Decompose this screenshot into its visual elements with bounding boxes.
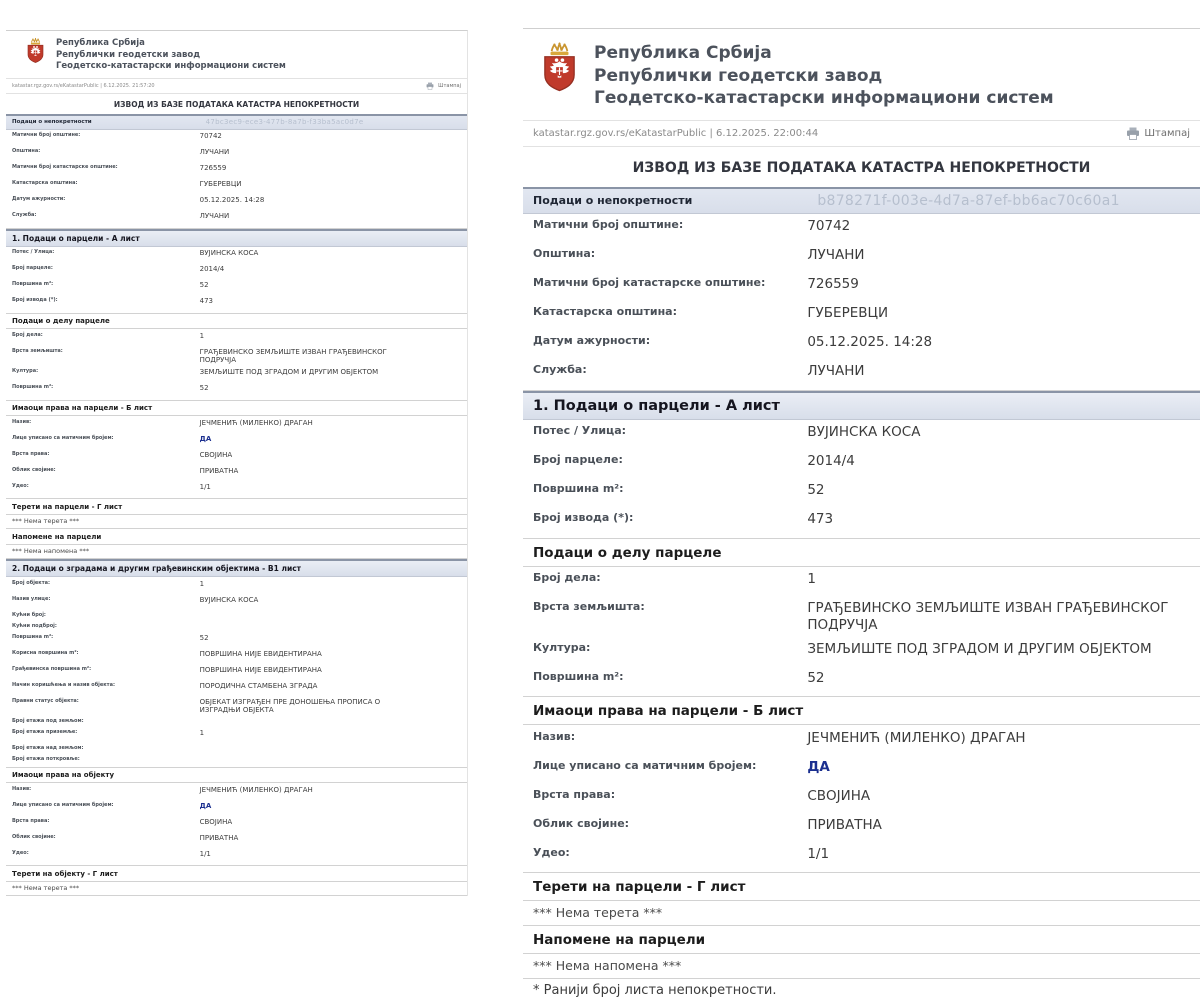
field-label: Потес / Улица: xyxy=(12,249,55,255)
field-row xyxy=(6,832,467,848)
url-status-bar xyxy=(523,120,1200,147)
field-row xyxy=(523,726,1200,755)
field-label: Правни статус објекта: xyxy=(12,697,79,704)
print-label: Штампај xyxy=(1144,127,1190,139)
field-label: Удео: xyxy=(12,482,29,489)
section-subheader: Подаци о делу парцеле xyxy=(6,314,467,330)
field-row xyxy=(6,179,467,195)
field-row xyxy=(6,621,467,632)
org-name-line: Геодетско-катастарски информациони систем xyxy=(56,61,286,71)
serbia-coat-of-arms-icon xyxy=(24,37,47,65)
field-label: Површина m²: xyxy=(12,281,54,287)
field-label: Број објекта: xyxy=(12,579,50,586)
field-label: Број дела: xyxy=(12,331,43,338)
field-row xyxy=(6,248,467,264)
field-value: ДА xyxy=(199,434,212,443)
field-label: Лице уписано са матичним бројем: xyxy=(12,434,114,441)
field-value: СВОЈИНА xyxy=(807,787,871,804)
field-label: Број етажа над земљом: xyxy=(12,745,84,751)
field-value: ОБЈЕКАТ ИЗГРАЂЕН ПРЕ ДОНОШЕЊА ПРОПИСА О ИЗГРАДЊИ ОБЈЕКТА xyxy=(199,697,381,715)
empty-note: *** Нема терета *** xyxy=(6,882,467,897)
field-label: Назив улице: xyxy=(12,595,51,602)
field-value: ЛУЧАНИ xyxy=(199,148,230,156)
field-rows-group xyxy=(523,214,1200,391)
field-row xyxy=(6,346,467,367)
field-label: Назив: xyxy=(12,785,32,792)
field-row xyxy=(523,273,1200,302)
field-row xyxy=(6,610,467,621)
field-row xyxy=(6,680,467,696)
serbia-coat-of-arms-icon xyxy=(537,41,582,95)
field-row xyxy=(6,417,467,433)
field-rows-group xyxy=(6,130,467,229)
section-band: 2. Подаци о зградама и другим грађевинским објектима - В1 лист xyxy=(6,559,467,577)
field-row xyxy=(6,578,467,594)
field-label: Врста права: xyxy=(12,450,50,457)
address-and-timestamp: katastar.rgz.gov.rs/eKatastarPublic | 6.12.2025. 22:00:44 xyxy=(533,127,819,139)
org-name-line: Геодетско-катастарски информациони систем xyxy=(594,88,1054,108)
field-label: Врста земљишта: xyxy=(12,347,63,354)
field-row xyxy=(523,331,1200,360)
field-value: ЈЕЧМЕНИЋ (МИЛЕНКО) ДРАГАН xyxy=(199,418,313,427)
field-label: Потес / Улица: xyxy=(533,424,627,437)
footnote: * Ранији број листа непокретности. xyxy=(533,983,777,999)
field-label: Број парцеле: xyxy=(533,453,623,466)
field-row xyxy=(523,302,1200,331)
field-row xyxy=(6,163,467,179)
field-label: Матични број катастарске општине: xyxy=(533,276,766,289)
field-row xyxy=(523,508,1200,537)
field-value: СВОЈИНА xyxy=(199,450,233,459)
property-id-label: Подаци о непокретности xyxy=(533,194,693,207)
field-label: Матични број катастарске општине: xyxy=(12,164,118,170)
field-row xyxy=(523,813,1200,842)
field-row xyxy=(6,433,467,449)
field-value: ЗЕМЉИШТЕ ПОД ЗГРАДОМ И ДРУГИМ ОБЈЕКТОМ xyxy=(199,368,379,376)
cadastre-extract-page-right xyxy=(523,28,1200,1003)
field-row xyxy=(6,147,467,163)
org-name-block xyxy=(56,37,286,73)
field-rows-group xyxy=(6,577,467,768)
field-value: 1/1 xyxy=(807,845,830,862)
field-label: Облик својине: xyxy=(533,816,630,830)
field-label: Назив: xyxy=(533,729,576,743)
field-value: ГРАЂЕВИНСКО ЗЕМЉИШТЕ ИЗВАН ГРАЂЕВИНСКОГ ПОДРУЧЈА xyxy=(199,347,387,365)
field-row xyxy=(6,131,467,147)
field-value: ПОВРШИНА НИЈЕ ЕВИДЕНТИРАНА xyxy=(199,665,322,674)
field-label: Назив: xyxy=(12,418,32,425)
field-value: ГРАЂЕВИНСКО ЗЕМЉИШТЕ ИЗВАН ГРАЂЕВИНСКОГ ПОДРУЧЈА xyxy=(807,600,1169,633)
field-label: Грађевинска површина m²: xyxy=(12,665,92,672)
field-value: ДА xyxy=(807,758,830,775)
field-label: Облик својине: xyxy=(12,833,56,840)
field-value: 726559 xyxy=(199,164,227,172)
address-and-timestamp: katastar.rgz.gov.rs/eKatastarPublic | 6.12.2025. 21:57:20 xyxy=(12,82,155,89)
section-band: 1. Подаци о парцели - А лист xyxy=(523,391,1200,420)
field-label: Матични број општине: xyxy=(12,132,81,138)
section-subheader: Подаци о делу парцеле xyxy=(523,539,1200,567)
section-subheader: Напомене на парцели xyxy=(523,926,1200,954)
field-value: 52 xyxy=(199,281,209,289)
field-label: Број дела: xyxy=(533,571,601,584)
field-value: ПОВРШИНА НИЈЕ ЕВИДЕНТИРАНА xyxy=(199,649,322,658)
field-row xyxy=(523,842,1200,871)
org-name-line: Република Србија xyxy=(56,38,145,48)
org-name-line: Републички геодетски завод xyxy=(56,49,201,60)
field-value: ЈЕЧМЕНИЋ (МИЛЕНКО) ДРАГАН xyxy=(199,785,313,794)
field-value: 05.12.2025. 14:28 xyxy=(199,196,265,204)
field-value: 1/1 xyxy=(199,849,211,858)
field-row xyxy=(6,211,467,227)
field-value: СВОЈИНА xyxy=(199,817,233,826)
field-label: Кућни број: xyxy=(12,611,46,618)
field-label: Катастарска општина: xyxy=(533,305,677,318)
field-row xyxy=(6,449,467,465)
field-label: Удео: xyxy=(12,849,29,856)
field-row xyxy=(523,666,1200,695)
field-value: 52 xyxy=(199,633,209,642)
field-row xyxy=(6,664,467,680)
field-label: Лице уписано са матичним бројем: xyxy=(12,801,114,808)
field-row xyxy=(6,296,467,312)
section-subheader: Имаоци права на парцели - Б лист xyxy=(523,697,1200,725)
document-header xyxy=(523,29,1200,120)
field-row xyxy=(6,755,467,766)
field-value: 726559 xyxy=(807,276,859,292)
field-value: 473 xyxy=(199,297,213,305)
field-row xyxy=(523,244,1200,273)
section-subheader: Терети на парцели - Г лист xyxy=(6,499,467,515)
document-header xyxy=(6,31,467,78)
field-row xyxy=(6,632,467,648)
field-row xyxy=(523,360,1200,389)
field-label: Лице уписано са матичним бројем: xyxy=(533,758,757,772)
field-value: ВУЈИНСКА КОСА xyxy=(199,249,259,257)
field-row xyxy=(6,784,467,800)
field-value: 70742 xyxy=(199,132,222,140)
field-value: ЛУЧАНИ xyxy=(807,363,865,379)
field-value: ПРИВАТНА xyxy=(199,466,239,475)
field-label: Култура: xyxy=(12,368,39,374)
field-row xyxy=(6,816,467,832)
field-value: 1 xyxy=(807,571,816,587)
section-subheader: Имаоци права на парцели - Б лист xyxy=(6,401,467,417)
property-id-value: 47bc3ec9-ece3-477b-8a7b-f33ba5ac0d7e xyxy=(205,118,364,126)
field-row xyxy=(523,597,1200,638)
section-band: 1. Подаци о парцели - А лист xyxy=(6,229,467,247)
field-row xyxy=(523,479,1200,508)
field-value: ПРИВАТНА xyxy=(807,816,882,833)
field-label: Број етажа приземље: xyxy=(12,729,78,735)
field-label: Датум ажурности: xyxy=(12,196,66,202)
field-row xyxy=(6,594,467,610)
url-status-bar xyxy=(6,78,467,94)
field-row xyxy=(523,637,1200,666)
section-subheader: Напомене на парцели xyxy=(6,529,467,545)
field-label: Врста права: xyxy=(533,787,616,801)
field-row xyxy=(6,744,467,755)
field-rows-group xyxy=(6,247,467,314)
printer-icon xyxy=(426,82,434,90)
field-row xyxy=(6,800,467,816)
field-value: 52 xyxy=(199,384,209,392)
document-title: ИЗВОД ИЗ БАЗЕ ПОДАТАКА КАТАСТРА НЕПОКРЕТНОСТИ xyxy=(113,99,360,109)
field-value: 52 xyxy=(807,482,825,498)
field-value: ЛУЧАНИ xyxy=(199,212,230,220)
field-value: ПОРОДИЧНА СТАМБЕНА ЗГРАДА xyxy=(199,681,318,690)
field-value: 70742 xyxy=(807,218,851,234)
field-row xyxy=(6,648,467,664)
field-label: Површина m²: xyxy=(533,669,624,683)
org-name-line: Републички геодетски завод xyxy=(594,65,883,86)
field-row xyxy=(6,264,467,280)
field-row xyxy=(6,696,467,717)
field-value: ЛУЧАНИ xyxy=(807,247,865,263)
field-value: ГУБЕРЕВЦИ xyxy=(807,305,889,321)
cadastre-extract-page-left xyxy=(6,30,468,896)
empty-note: *** Нема напомена *** xyxy=(6,545,467,560)
field-value: ДА xyxy=(199,801,212,810)
field-value: ВУЈИНСКА КОСА xyxy=(807,424,921,440)
field-value: 473 xyxy=(807,511,834,527)
field-value: 1/1 xyxy=(199,482,211,491)
field-value: 52 xyxy=(807,669,825,686)
field-value: 2014/4 xyxy=(807,453,855,469)
field-row xyxy=(523,784,1200,813)
property-id-band xyxy=(523,187,1200,214)
field-rows-group xyxy=(6,416,467,499)
field-label: Начин коришћења и назив објекта: xyxy=(12,681,115,688)
field-rows-group xyxy=(523,567,1200,698)
field-value: 1 xyxy=(199,729,205,737)
field-row xyxy=(6,367,467,383)
field-label: Број извода (*): xyxy=(12,297,58,303)
field-label: Корисна површина m²: xyxy=(12,649,79,656)
field-row xyxy=(523,215,1200,244)
print-button[interactable] xyxy=(426,82,461,90)
field-label: Култура: xyxy=(533,640,591,654)
field-label: Врста права: xyxy=(12,817,50,824)
empty-note: *** Нема напомена *** xyxy=(523,954,1200,979)
field-value: 1 xyxy=(199,579,205,588)
field-label: Датум ажурности: xyxy=(533,334,651,347)
org-name-block xyxy=(594,41,1054,110)
field-label: Број извода (*): xyxy=(533,511,634,524)
field-rows-group xyxy=(523,725,1200,873)
field-row xyxy=(6,330,467,346)
property-id-value: b878271f-003e-4d7a-87ef-bb6ac70c60a1 xyxy=(817,192,1120,209)
field-label: Катастарска општина: xyxy=(12,180,78,186)
field-label: Матични број општине: xyxy=(533,218,684,231)
field-value: 1 xyxy=(199,331,205,340)
printer-icon xyxy=(1126,127,1140,140)
field-value: ЗЕМЉИШТЕ ПОД ЗГРАДОМ И ДРУГИМ ОБЈЕКТОМ xyxy=(807,640,1152,657)
field-rows-group xyxy=(523,420,1200,539)
property-id-label: Подаци о непокретности xyxy=(12,119,92,125)
field-label: Удео: xyxy=(533,845,570,859)
field-label: Служба: xyxy=(533,363,587,376)
section-subheader: Терети на објекту - Г лист xyxy=(6,866,467,882)
field-label: Број парцеле: xyxy=(12,265,53,271)
field-value: 2014/4 xyxy=(199,265,225,273)
field-label: Општина: xyxy=(12,148,41,154)
field-label: Број етажа под земљом: xyxy=(12,718,84,724)
field-row xyxy=(6,465,467,481)
field-label: Површина m²: xyxy=(12,384,54,390)
print-label: Штампај xyxy=(438,82,461,89)
print-button[interactable] xyxy=(1126,127,1190,140)
field-row xyxy=(523,421,1200,450)
field-row xyxy=(6,481,467,497)
field-row xyxy=(6,717,467,728)
empty-note: *** Нема терета *** xyxy=(523,901,1200,926)
field-row xyxy=(523,755,1200,784)
field-rows-group xyxy=(6,783,467,866)
field-label: Кућни подброј: xyxy=(12,622,57,629)
org-name-line: Република Србија xyxy=(594,43,772,63)
field-row xyxy=(6,383,467,399)
field-value: ВУЈИНСКА КОСА xyxy=(199,595,259,604)
field-value: 05.12.2025. 14:28 xyxy=(807,334,933,350)
field-value: ПРИВАТНА xyxy=(199,833,239,842)
field-label: Површина m²: xyxy=(12,633,54,640)
field-label: Површина m²: xyxy=(533,482,624,495)
field-row xyxy=(6,728,467,744)
field-label: Општина: xyxy=(533,247,596,260)
field-label: Облик својине: xyxy=(12,466,56,473)
field-row xyxy=(6,848,467,864)
empty-note: *** Нема терета *** xyxy=(6,515,467,530)
document-title: ИЗВОД ИЗ БАЗЕ ПОДАТАКА КАТАСТРА НЕПОКРЕТНОСТИ xyxy=(632,159,1091,176)
section-subheader: Терети на парцели - Г лист xyxy=(523,873,1200,901)
property-id-band xyxy=(6,114,467,130)
field-row xyxy=(6,280,467,296)
section-subheader: Имаоци права на објекту xyxy=(6,768,467,784)
field-label: Број етажа поткровље: xyxy=(12,756,80,762)
field-label: Служба: xyxy=(12,212,37,218)
field-row xyxy=(523,568,1200,597)
field-row xyxy=(523,450,1200,479)
field-label: Врста земљишта: xyxy=(533,600,645,613)
field-value: ЈЕЧМЕНИЋ (МИЛЕНКО) ДРАГАН xyxy=(807,729,1026,746)
field-rows-group xyxy=(6,329,467,401)
field-row xyxy=(6,195,467,211)
field-value: ГУБЕРЕВЦИ xyxy=(199,180,242,188)
